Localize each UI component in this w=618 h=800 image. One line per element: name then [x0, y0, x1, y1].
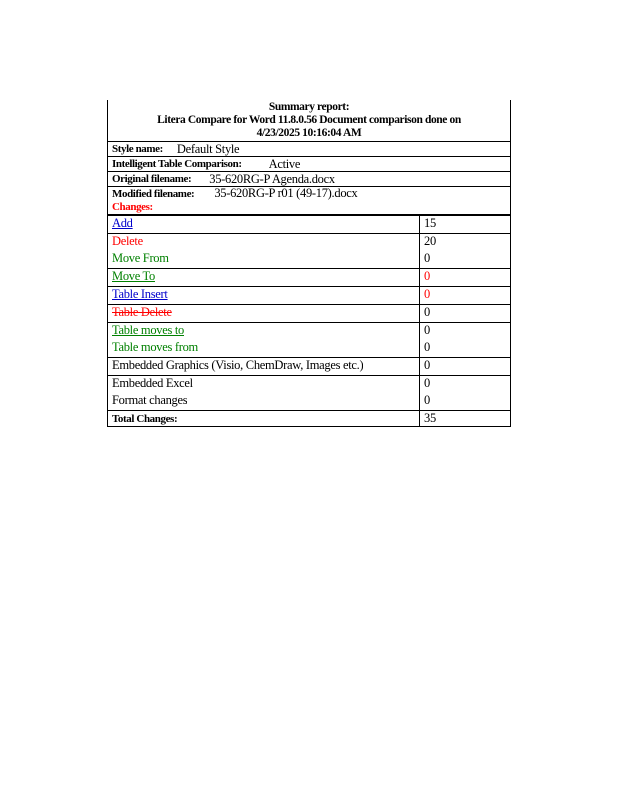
embedded-graphics-label: Embedded Graphics (Visio, ChemDraw, Images etc.): [112, 358, 364, 372]
add-count: 15: [424, 216, 436, 230]
embedded-graphics-count: 0: [424, 358, 430, 372]
table-row: [108, 234, 510, 252]
table-row: [108, 269, 510, 287]
modified-file-row: [108, 187, 510, 200]
embedded-excel-label: Embedded Excel: [112, 376, 193, 390]
table-row: [108, 323, 510, 341]
move-from-label: Move From: [112, 251, 169, 265]
format-changes-count: 0: [424, 393, 430, 407]
table-row: [108, 216, 510, 234]
format-changes-label: Format changes: [112, 393, 188, 407]
table-row: [108, 251, 510, 269]
table-row: [108, 340, 510, 358]
table-row: [108, 287, 510, 305]
table-delete-label: Table Delete: [112, 305, 172, 319]
table-row: [108, 393, 510, 411]
report-title: Summary report:: [268, 101, 350, 113]
modified-file-value: 35-620RG-P r01 (49-17).docx: [214, 187, 358, 200]
report-header: [108, 100, 510, 142]
move-from-count: 0: [424, 251, 430, 265]
style-row: [108, 142, 510, 157]
table-row: [108, 376, 510, 394]
report-date: 4/23/2025 10:16:04 AM: [256, 127, 362, 139]
style-value: Default Style: [176, 142, 240, 156]
table-comparison-value: Active: [268, 157, 301, 171]
embedded-excel-count: 0: [424, 376, 430, 390]
table-moves-from-label: Table moves from: [112, 340, 198, 354]
table-moves-to-label: Table moves to: [112, 323, 184, 337]
original-file-row: [108, 172, 510, 187]
move-to-label: Move To: [112, 269, 155, 283]
summary-report: [107, 100, 511, 427]
table-moves-from-count: 0: [424, 340, 430, 354]
original-file-label: Original filename:: [112, 173, 192, 185]
table-comparison-row: [108, 157, 510, 172]
original-file-value: 35-620RG-P Agenda.docx: [209, 172, 335, 186]
total-changes-label: Total Changes:: [112, 413, 178, 425]
move-to-count: 0: [424, 269, 430, 283]
delete-count: 20: [424, 234, 436, 248]
modified-file-label: Modified filename:: [112, 187, 195, 200]
total-changes-count: 35: [424, 411, 436, 425]
report-tool-line: Litera Compare for Word 11.8.0.56 Document comparison done on: [157, 114, 461, 126]
table-row: [108, 358, 510, 376]
table-insert-count: 0: [424, 287, 430, 301]
table-moves-to-count: 0: [424, 323, 430, 337]
changes-table: [108, 215, 510, 427]
style-label: Style name:: [112, 143, 163, 155]
changes-label: Changes:: [108, 200, 510, 215]
table-delete-count: 0: [424, 305, 430, 319]
table-comparison-label: Intelligent Table Comparison:: [112, 158, 242, 170]
table-insert-label: Table Insert: [112, 287, 168, 301]
table-row: [108, 411, 510, 427]
add-label: Add: [112, 216, 133, 230]
table-row: [108, 305, 510, 323]
delete-label: Delete: [112, 234, 143, 248]
